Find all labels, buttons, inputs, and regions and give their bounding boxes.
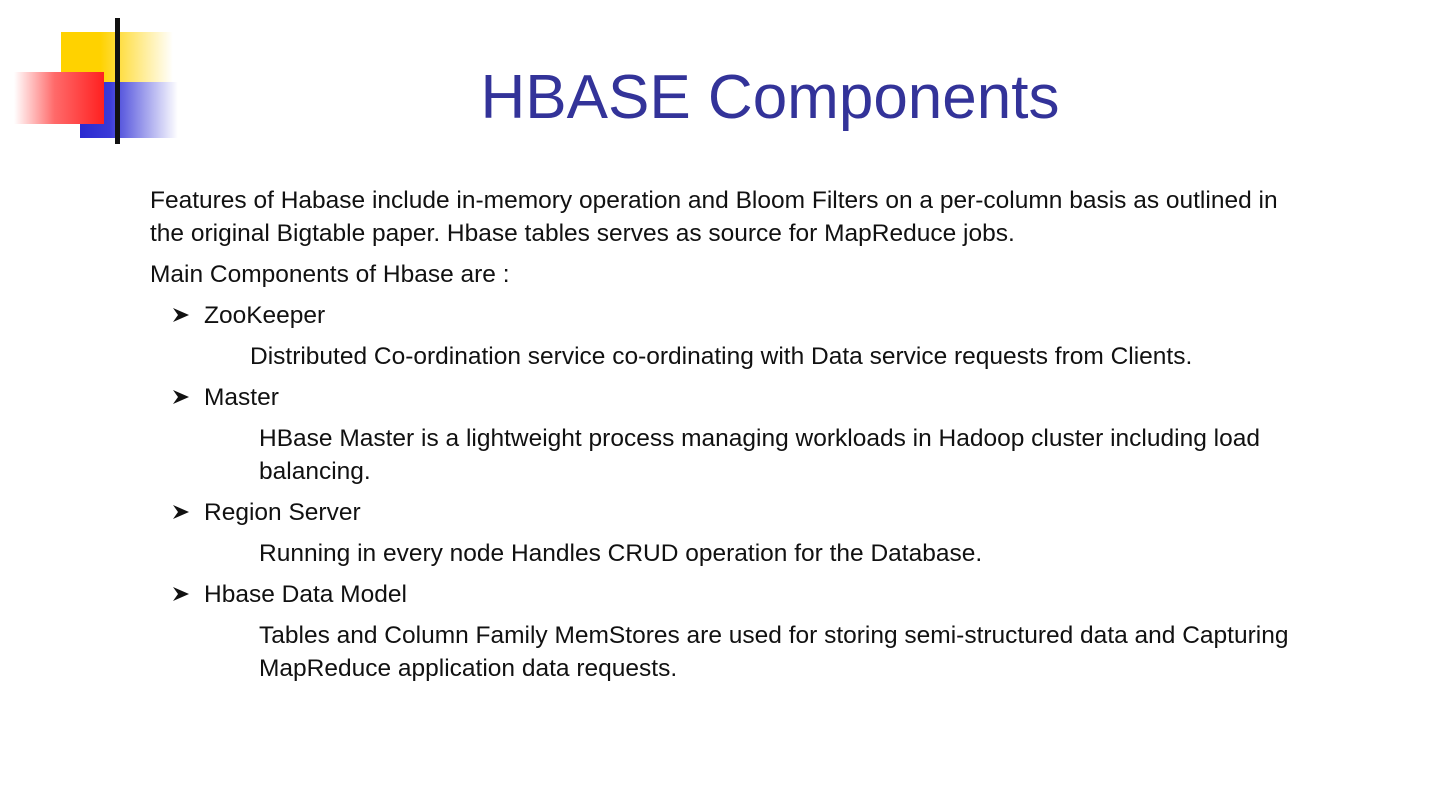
arrowhead-bullet-icon (170, 381, 192, 414)
component-description: HBase Master is a lightweight process managing workloads in Hadoop cluster including load balancing. (259, 425, 1260, 485)
vertical-bar (115, 18, 120, 144)
component-name: Master (204, 384, 279, 411)
slide-body (150, 184, 1310, 693)
component-description: Running in every node Handles CRUD operation for the Database. (259, 540, 983, 567)
list-item-zookeeper (150, 299, 1310, 332)
red-square (14, 72, 104, 124)
list-item-region-server (150, 496, 1310, 529)
component-name: Region Server (204, 499, 361, 526)
list-item-hbase-data-model (150, 578, 1310, 611)
intro-paragraph: Features of Habase include in-memory operation and Bloom Filters on a per-column basis as outlined in the original Bigtable paper. Hbase tables serves as source for MapReduce jobs. (150, 187, 1278, 247)
component-description: Distributed Co-ordination service co-ordinating with Data service requests from Clients. (250, 343, 1193, 370)
component-description: Tables and Column Family MemStores are used for storing semi-structured data and Capturing MapReduce application data requests. (259, 622, 1289, 682)
component-name: ZooKeeper (204, 302, 326, 329)
components-lead: Main Components of Hbase are : (150, 261, 510, 288)
arrowhead-bullet-icon (170, 578, 192, 611)
arrowhead-bullet-icon (170, 299, 192, 332)
component-name: Hbase Data Model (204, 581, 407, 608)
list-item-master (150, 381, 1310, 414)
slide-title: HBASE Components (480, 63, 1060, 132)
decorative-squares-logo (0, 0, 200, 160)
arrowhead-bullet-icon (170, 496, 192, 529)
